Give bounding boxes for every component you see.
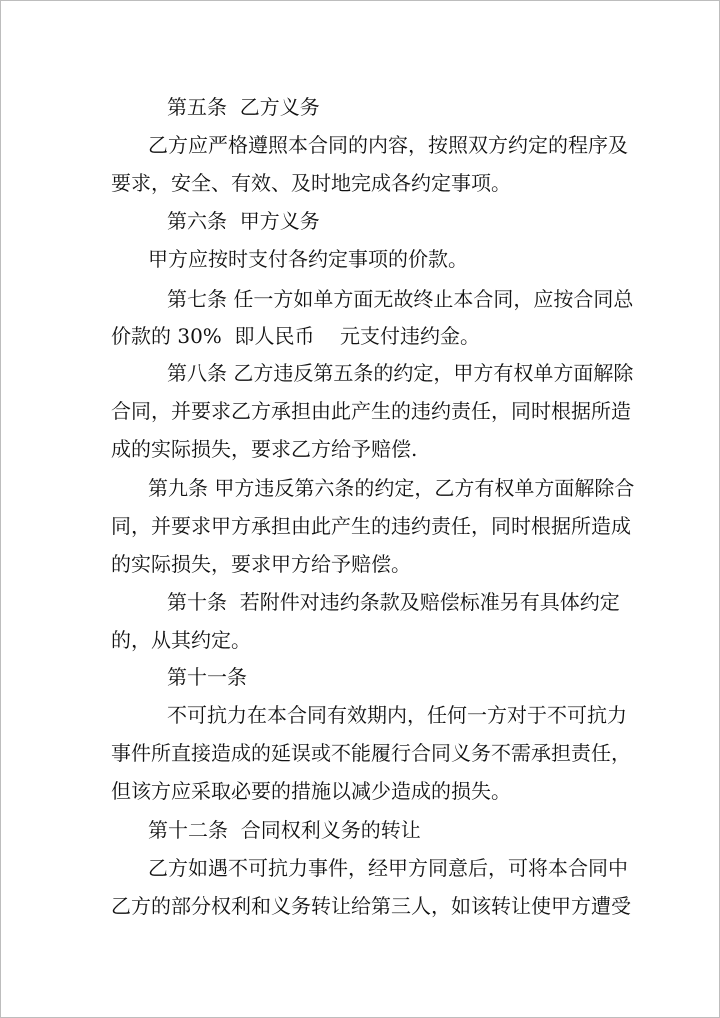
text-line: 第七条 任一方如单方面无故终止本合同，应按合同总	[167, 287, 634, 311]
article-11-heading: 第十一条	[167, 665, 247, 689]
text-line: 乙方应严格遵照本合同的内容，按照双方约定的程序及	[148, 133, 628, 157]
text-line: 第八条 乙方违反第五条的约定，甲方有权单方面解除	[167, 361, 634, 385]
text-line: 第九条 甲方违反第六条的约定，乙方有权单方面解除合	[148, 476, 635, 500]
text-line: 甲方应按时支付各约定事项的价款。	[148, 247, 468, 271]
text-line: 的，从其约定。	[111, 628, 251, 652]
text-line: 同，并要求甲方承担由此产生的违约责任，同时根据所造成	[111, 514, 631, 538]
article-6-heading: 第六条 甲方义务	[167, 209, 320, 233]
text-line: 合同，并要求乙方承担由此产生的违约责任，同时根据所造	[111, 399, 631, 423]
text-line: 要求，安全、有效、及时地完成各约定事项。	[111, 171, 511, 195]
text-line: 第十条 若附件对违约条款及赔偿标准另有具体约定	[167, 590, 620, 614]
text-line: 的实际损失，要求甲方给予赔偿。	[111, 552, 411, 576]
text-line: 成的实际损失，要求乙方给予赔偿.	[111, 437, 418, 461]
text-line: 价款的 30% 即人民币 元支付违约金。	[111, 324, 480, 348]
text-line: 但该方应采取必要的措施以减少造成的损失。	[111, 779, 511, 803]
text-line: 乙方的部分权利和义务转让给第三人，如该转让使甲方遭受	[111, 894, 631, 918]
text-line: 不可抗力在本合同有效期内，任何一方对于不可抗力	[167, 703, 627, 727]
article-12-heading: 第十二条 合同权利义务的转让	[148, 818, 421, 842]
text-line: 乙方如遇不可抗力事件，经甲方同意后，可将本合同中	[148, 856, 628, 880]
text-line: 事件所直接造成的延误或不能履行合同义务不需承担责任，	[111, 741, 631, 765]
article-5-heading: 第五条 乙方义务	[167, 95, 320, 119]
